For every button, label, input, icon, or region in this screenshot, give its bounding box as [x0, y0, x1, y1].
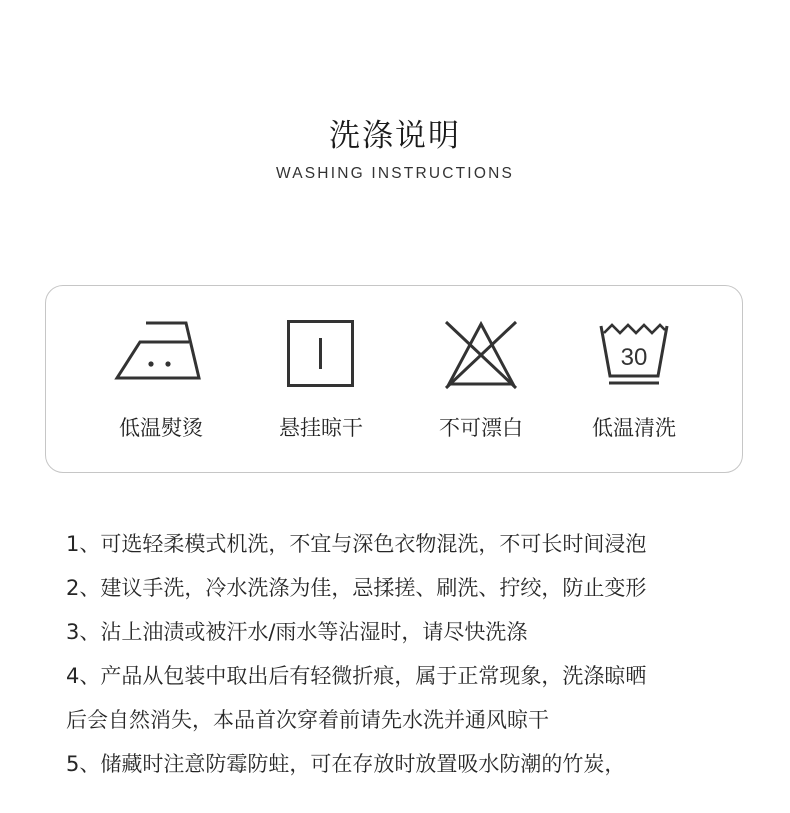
care-item-wash-30	[554, 286, 714, 472]
care-item-iron	[81, 286, 241, 472]
instruction-line: 3、沾上油渍或被汗水/雨水等沾湿时，请尽快洗涤	[66, 620, 528, 644]
page-title: 洗涤说明	[329, 118, 461, 154]
care-label-no-bleach: 不可漂白	[439, 416, 523, 440]
page-subtitle: WASHING INSTRUCTIONS	[275, 165, 515, 182]
instruction-line: 1、可选轻柔模式机洗，不宜与深色衣物混洗，不可长时间浸泡	[66, 532, 647, 556]
instruction-line: 2、建议手洗，冷水洗涤为佳，忌揉搓、刷洗、拧绞，防止变形	[66, 576, 647, 600]
care-item-no-bleach	[401, 286, 561, 472]
care-symbols-panel	[45, 285, 743, 473]
care-item-drip-dry	[241, 286, 401, 472]
no-bleach-icon	[443, 320, 519, 390]
wash-30-icon	[599, 320, 669, 386]
care-label-drip-dry: 悬挂晾干	[279, 416, 363, 440]
iron-low-heat-icon	[116, 320, 206, 382]
wash-temperature-text: 30	[620, 344, 648, 371]
instructions-list	[66, 522, 756, 786]
instruction-line: 5、储藏时注意防霉防蛀，可在存放时放置吸水防潮的竹炭，	[66, 752, 626, 776]
care-label-iron: 低温熨烫	[119, 416, 203, 440]
instruction-line: 后会自然消失，本品首次穿着前请先水洗并通风晾干	[66, 708, 549, 732]
drip-dry-icon	[287, 320, 355, 388]
care-label-wash-30: 低温清洗	[592, 416, 676, 440]
instruction-line: 4、产品从包装中取出后有轻微折痕，属于正常现象，洗涤晾晒	[66, 664, 647, 688]
